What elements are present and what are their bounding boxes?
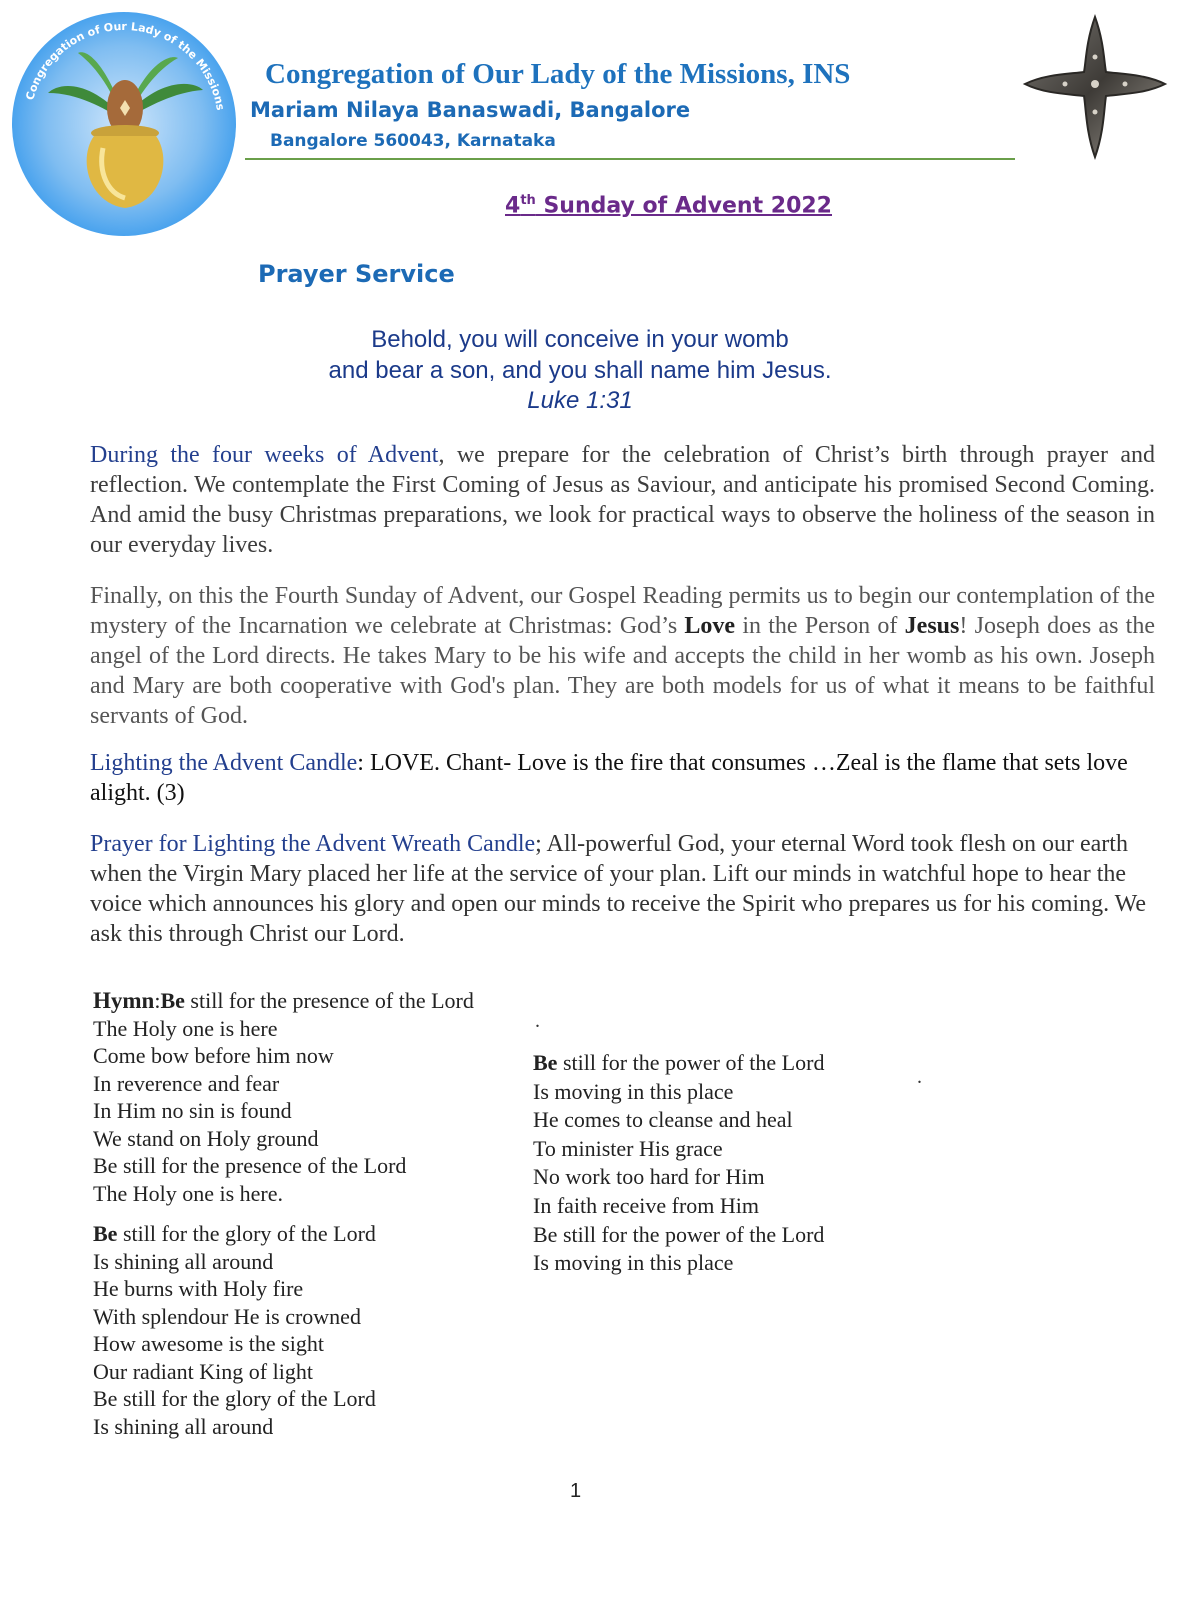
- hymn-verse-3: [533, 1049, 824, 1278]
- verse-reference: Luke 1:31: [527, 387, 633, 414]
- hymn-verse-2-first-bold: Be: [93, 1221, 118, 1246]
- paragraph-1-text: , we prepare for the celebration of Christ’s birth through prayer and reflection. We contemplate the First Coming of Jesus as Saviour, and anticipate his promised Second Coming. And amid the busy Christmas preparations, we look for practical ways to observe the holiness of the season in our everyday lives.: [90, 442, 1156, 558]
- paragraph-2-part-2: in the Person of: [735, 613, 905, 639]
- paragraph-wreath-prayer: [90, 829, 1155, 949]
- page-number: 1: [570, 1480, 582, 1502]
- ring-cross-icon: [1020, 12, 1170, 162]
- hymn-line: In reverence and fear: [93, 1070, 280, 1096]
- hymn-line: Come bow before him now: [93, 1043, 334, 1068]
- paragraph-2-bold-love: Love: [684, 613, 736, 639]
- page-title: [505, 193, 832, 218]
- hymn-verse-1-first-rest: still for the presence of the Lord: [184, 988, 474, 1013]
- hymn-line: No work too hard for Him: [533, 1164, 765, 1190]
- hymn-line: Is shining all around: [93, 1248, 274, 1274]
- verse-line-1: Behold, you will conceive in your womb: [371, 326, 789, 353]
- hymn-line: [533, 1049, 824, 1078]
- hymn-line: Is shining all around: [93, 1413, 274, 1439]
- hymn-label-colon: :: [154, 988, 161, 1013]
- stray-dot: .: [535, 1010, 540, 1032]
- hymn-verse-2: [93, 1220, 376, 1440]
- hymn-line: With splendour He is crowned: [93, 1303, 361, 1329]
- hymn-line: In faith receive from Him: [533, 1192, 760, 1218]
- paragraph-fourth-sunday: [90, 581, 1155, 731]
- hymn-line: He burns with Holy fire: [93, 1276, 304, 1301]
- hymn-line: He comes to cleanse and heal: [533, 1107, 793, 1133]
- hymn-line: Be still for the presence of the Lord: [93, 1153, 407, 1178]
- hymn-line: In Him no sin is found: [93, 1098, 292, 1123]
- paragraph-2-bold-jesus: Jesus: [904, 613, 960, 639]
- paragraph-2-part-1: Finally, on this the Fourth Sunday of Advent, our Gospel Reading permits us to begin our contemplation of the mystery of the Incarnation we celebrate at Christmas: God’s: [90, 583, 1155, 639]
- hymn-line: The Holy one is here: [93, 1015, 278, 1041]
- paragraph-candle-lighting: [90, 748, 1155, 808]
- paragraph-4-text: ; All-powerful God, your eternal Word took flesh on our earth when the Virgin Mary placed her life at the service of your plan. Lift our minds in watchful hope to hear the voice which announces his glory and open our minds to receive the Spirit who prepares us for his coming. We ask this through Christ our Lord.: [90, 831, 1147, 947]
- hymn-label: Hymn: [93, 988, 155, 1013]
- title-text: Sunday of Advent 2022: [535, 193, 832, 219]
- paragraph-1-lead: During the four weeks of Advent: [90, 442, 439, 468]
- paragraph-3-lead: Lighting the Advent Candle: [90, 750, 358, 776]
- congregation-logo: [8, 8, 240, 240]
- hymn-first-line: [93, 987, 474, 1015]
- hymn-verse-3-first-rest: still for the power of the Lord: [557, 1050, 825, 1075]
- hymn-line: Is moving in this place: [533, 1250, 734, 1276]
- hymn-line: Be still for the power of the Lord: [533, 1221, 825, 1247]
- paragraph-3-text: : LOVE. Chant- Love is the fire that consumes …Zeal is the flame that sets love alight. (3): [90, 750, 1128, 806]
- paragraph-advent-intro: [90, 440, 1155, 560]
- header-divider: [245, 158, 1015, 160]
- paragraph-2-part-3: ! Joseph does as the angel of the Lord directs. He takes Mary to be his wife and accepts the child in her womb as his own. Joseph and Mary are both cooperative with God's plan. They are both models for us of what it means to be faithful servants of God.: [90, 613, 1155, 729]
- hymn-verse-3-first-bold: Be: [533, 1050, 558, 1075]
- hymn-line: The Holy one is here.: [93, 1180, 283, 1206]
- title-ordinal-suffix: th: [520, 193, 536, 208]
- organization-name: Congregation of Our Lady of the Missions, INS: [265, 58, 851, 90]
- address-line-1: Mariam Nilaya Banaswadi, Bangalore: [250, 98, 691, 122]
- stray-dot: .: [917, 1066, 922, 1088]
- verse-line-2: and bear a son, and you shall name him Jesus.: [328, 357, 832, 384]
- hymn-line: [93, 1220, 376, 1248]
- paragraph-4-lead: Prayer for Lighting the Advent Wreath Candle: [90, 831, 536, 857]
- hymn-line: Is moving in this place: [533, 1078, 734, 1104]
- hymn-verse-1: [93, 987, 474, 1207]
- hymn-verse-1-first-bold: Be: [160, 988, 185, 1013]
- hymn-line: To minister His grace: [533, 1135, 723, 1161]
- hymn-verse-2-first-rest: still for the glory of the Lord: [117, 1221, 376, 1246]
- address-line-2: Bangalore 560043, Karnataka: [270, 131, 556, 151]
- hymn-line: Our radiant King of light: [93, 1358, 313, 1384]
- logo-arc-text: Congregation of Our Lady of the Missions: [23, 19, 227, 112]
- hymn-line: How awesome is the sight: [93, 1331, 324, 1356]
- hymn-line: Be still for the glory of the Lord: [93, 1386, 376, 1411]
- hymn-line: We stand on Holy ground: [93, 1125, 319, 1151]
- section-heading: Prayer Service: [258, 260, 455, 288]
- title-ordinal-number: 4: [505, 193, 521, 219]
